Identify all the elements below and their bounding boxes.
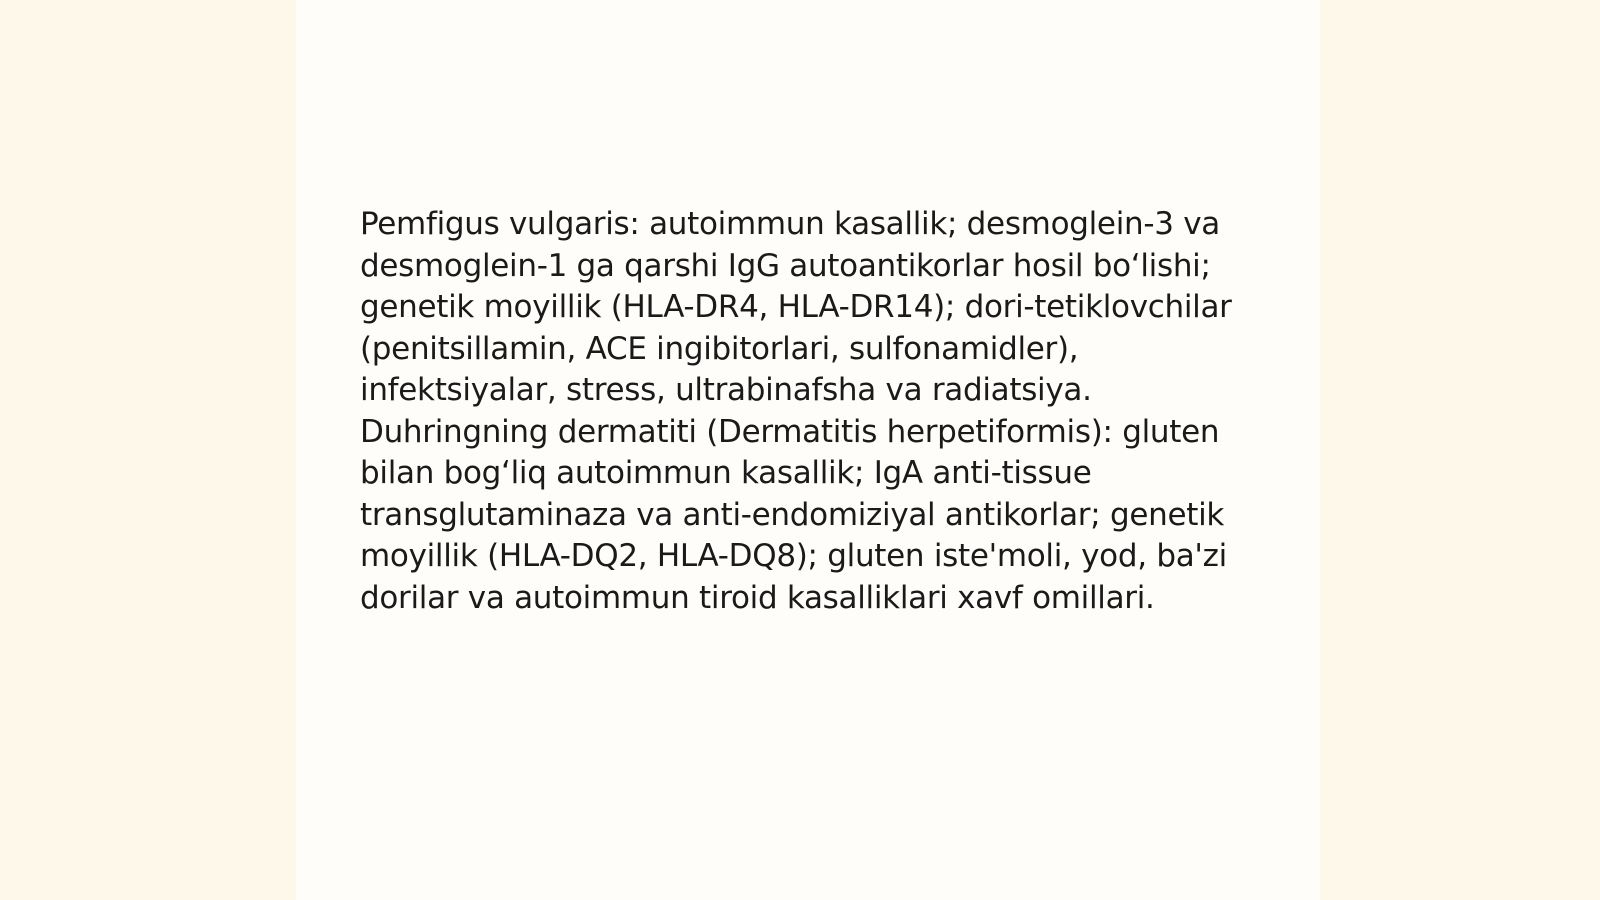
slide-body-text: Pemfigus vulgaris: autoimmun kasallik; desmoglein-3 va desmoglein-1 ga qarshi IgG autoantikorlar hosil bo‘lishi; genetik moyillik (HLA-DR4, HLA-DR14); dori-tetiklovchilar (penitsillamin, ACE ingibitorlari, sulfonamidler), infektsiyalar, stress, ultrabinafsha va radiatsiya. Duhringning dermatiti (Dermatitis herpetiformis): gluten bilan bog‘liq autoimmun kasallik; IgA anti-tissue transglutaminaza va anti-endomiziyal antikorlar; genetik moyillik (HLA-DQ2, HLA-DQ8); gluten iste'moli, yod, ba'zi dorilar va autoimmun tiroid kasalliklari xavf omillari. xyxy=(360,206,1232,616)
slide-canvas xyxy=(296,0,1320,900)
